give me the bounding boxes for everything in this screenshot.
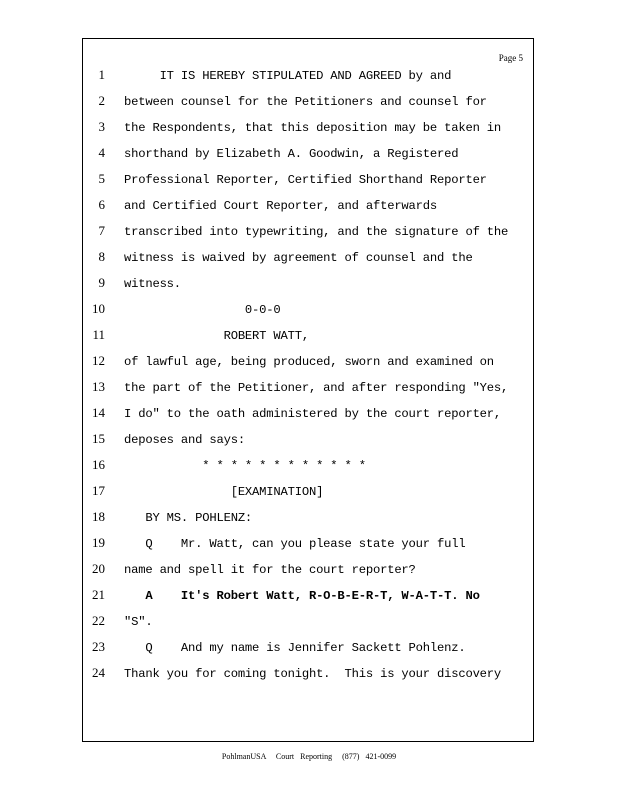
line-text: witness. xyxy=(124,277,181,291)
line-number: 24 xyxy=(92,665,105,680)
line-text: I do" to the oath administered by the court reporter, xyxy=(124,407,502,421)
line-number: 23 xyxy=(92,639,105,654)
transcript-line xyxy=(83,613,535,639)
line-text: BY MS. POHLENZ: xyxy=(124,511,253,525)
transcript-line xyxy=(83,301,535,327)
line-text: IT IS HEREBY STIPULATED AND AGREED by and xyxy=(124,69,452,83)
line-text: "S". xyxy=(124,615,153,629)
transcript-line xyxy=(83,587,535,613)
footer-reporter-info: PohlmanUSA Court Reporting (877) 421-0099 xyxy=(221,752,397,761)
line-text: and Certified Court Reporter, and afterwards xyxy=(124,199,438,213)
transcript-line xyxy=(83,431,535,457)
line-number: 5 xyxy=(98,171,105,186)
line-text: of lawful age, being produced, sworn and examined on xyxy=(124,355,494,369)
line-number: 14 xyxy=(92,405,105,420)
line-number: 19 xyxy=(92,535,105,550)
line-text: the part of the Petitioner, and after responding "Yes, xyxy=(124,381,509,395)
line-number: 4 xyxy=(98,145,105,160)
transcript-line xyxy=(83,145,535,171)
line-text: name and spell it for the court reporter? xyxy=(124,563,416,577)
line-number: 20 xyxy=(92,561,105,576)
line-text: [EXAMINATION] xyxy=(124,485,324,499)
line-text: the Respondents, that this deposition may be taken in xyxy=(124,121,502,135)
transcript-line xyxy=(83,119,535,145)
line-text: Thank you for coming tonight. This is your discovery xyxy=(124,667,502,681)
line-number: 11 xyxy=(92,327,105,342)
transcript-line xyxy=(83,561,535,587)
line-text: deposes and says: xyxy=(124,433,245,447)
line-number: 16 xyxy=(92,457,105,472)
transcript-line xyxy=(83,93,535,119)
transcript-line xyxy=(83,405,535,431)
line-number: 15 xyxy=(92,431,105,446)
line-number: 8 xyxy=(98,249,105,264)
line-text: shorthand by Elizabeth A. Goodwin, a Registered xyxy=(124,147,459,161)
line-text: Professional Reporter, Certified Shorthand Reporter xyxy=(124,173,487,187)
line-number: 21 xyxy=(92,587,105,602)
line-number: 3 xyxy=(98,119,105,134)
line-number: 9 xyxy=(98,275,105,290)
transcript-line xyxy=(83,67,535,93)
line-number: 2 xyxy=(98,93,105,108)
transcript-line xyxy=(83,171,535,197)
transcript-line xyxy=(83,223,535,249)
transcript-line xyxy=(83,197,535,223)
line-text: ROBERT WATT, xyxy=(124,329,309,343)
transcript-line xyxy=(83,535,535,561)
line-number: 7 xyxy=(98,223,105,238)
line-text: Q And my name is Jennifer Sackett Pohlenz. xyxy=(124,641,466,655)
transcript-page xyxy=(82,38,534,742)
transcript-line xyxy=(83,353,535,379)
line-number: 12 xyxy=(92,353,105,368)
transcript-line xyxy=(83,249,535,275)
transcript-line xyxy=(83,665,535,691)
line-number: 1 xyxy=(98,67,105,82)
line-text: between counsel for the Petitioners and counsel for xyxy=(124,95,487,109)
line-text: * * * * * * * * * * * * xyxy=(124,459,366,473)
line-number: 18 xyxy=(92,509,105,524)
transcript-line xyxy=(83,457,535,483)
page-number: Page 5 xyxy=(498,53,523,63)
line-number: 10 xyxy=(92,301,105,316)
line-number: 22 xyxy=(92,613,105,628)
line-text: 0-0-0 xyxy=(124,303,281,317)
transcript-line xyxy=(83,275,535,301)
line-text: transcribed into typewriting, and the signature of the xyxy=(124,225,509,239)
line-number: 13 xyxy=(92,379,105,394)
transcript-line xyxy=(83,483,535,509)
transcript-line xyxy=(83,379,535,405)
line-number: 17 xyxy=(92,483,105,498)
transcript-line xyxy=(83,509,535,535)
line-number: 6 xyxy=(98,197,105,212)
line-text: Q Mr. Watt, can you please state your full xyxy=(124,537,466,551)
line-text: witness is waived by agreement of counsel and the xyxy=(124,251,473,265)
line-text: A It's Robert Watt, R-O-B-E-R-T, W-A-T-T. No xyxy=(124,589,480,603)
transcript-line xyxy=(83,639,535,665)
transcript-line xyxy=(83,327,535,353)
